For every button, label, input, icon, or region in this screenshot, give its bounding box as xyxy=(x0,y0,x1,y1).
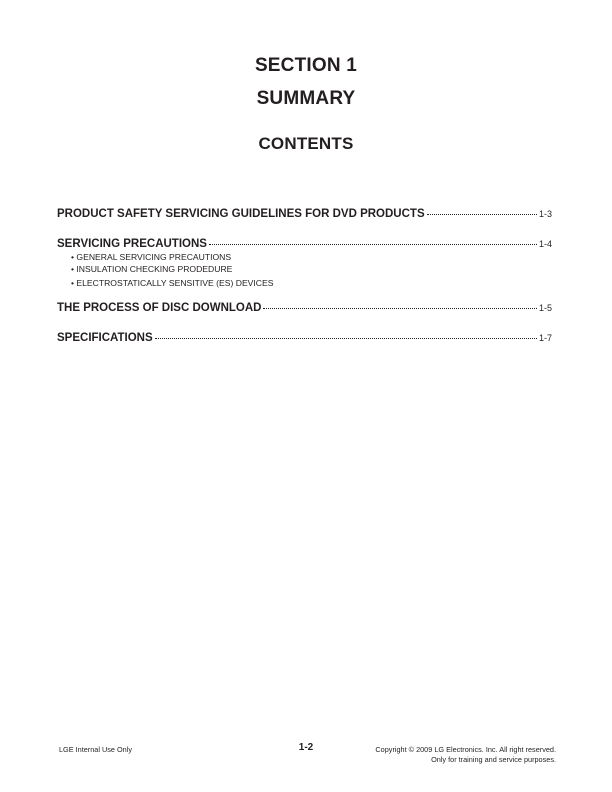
table-of-contents xyxy=(57,208,552,344)
toc-entry-servicing-precautions[interactable] xyxy=(57,238,552,290)
toc-subitem[interactable]: • INSULATION CHECKING PRODEDURE xyxy=(71,263,233,274)
footer-copyright-block xyxy=(375,745,556,765)
toc-page-number: 1-3 xyxy=(538,209,552,219)
toc-subitem[interactable]: • ELECTROSTATICALLY SENSITIVE (ES) DEVICES xyxy=(71,278,274,288)
toc-page-number: 1-4 xyxy=(538,239,552,249)
section-heading: SECTION 1 xyxy=(254,55,358,76)
toc-page-number: 1-7 xyxy=(538,332,552,343)
toc-page-number: 1-5 xyxy=(538,302,552,313)
toc-label: SPECIFICATIONS xyxy=(57,331,153,344)
footer-page-number: 1-2 xyxy=(298,742,314,753)
dot-leader xyxy=(263,307,537,309)
summary-heading: SUMMARY xyxy=(256,88,356,109)
toc-label: PRODUCT SAFETY SERVICING GUIDELINES FOR DVD PRODUCTS xyxy=(57,208,425,220)
toc-subitem[interactable]: • GENERAL SERVICING PRECAUTIONS xyxy=(71,252,232,262)
dot-leader xyxy=(427,213,537,215)
dot-leader xyxy=(155,337,537,339)
footer-internal-use: LGE Internal Use Only xyxy=(59,745,133,754)
footer-copyright: Copyright © 2009 LG Electronics. Inc. All right reserved. xyxy=(375,745,556,754)
toc-label: THE PROCESS OF DISC DOWNLOAD xyxy=(57,301,262,314)
dot-leader xyxy=(209,243,537,245)
footer-notice: Only for training and service purposes. xyxy=(431,755,556,764)
toc-label: SERVICING PRECAUTIONS xyxy=(57,238,207,250)
toc-subitems xyxy=(57,252,552,290)
toc-entry-product-safety[interactable] xyxy=(57,208,552,220)
toc-entry-specifications[interactable] xyxy=(57,332,552,344)
toc-entry-disc-download[interactable] xyxy=(57,302,552,314)
contents-heading: CONTENTS xyxy=(258,134,354,153)
